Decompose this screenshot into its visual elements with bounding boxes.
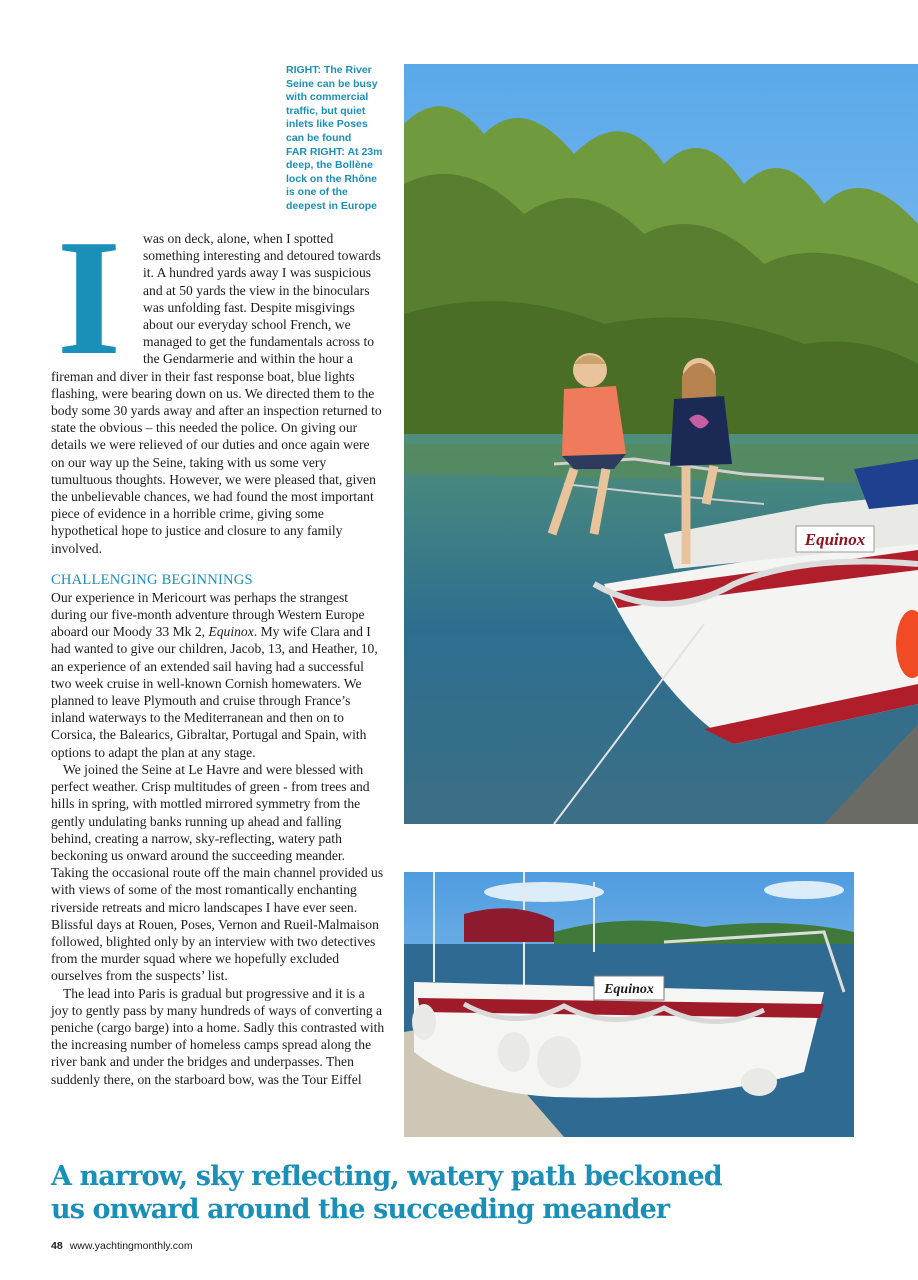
- pull-quote-line: A narrow, sky reflecting, watery path beckoned: [51, 1161, 722, 1192]
- boat-name-label: Equinox: [804, 530, 866, 549]
- paragraph-text: . My wife Clara and I had wanted to give our children, Jacob, 13, and Heather, 10, an experience of an extended sail having had a successful two week cruise in well-known Cornish homewaters. We planned to leave Plymouth and cruise through France’s inland waterways to the Mediterranean and then on to Corsica, the Balearics, Gibraltar, Portugal and Spain, with options to adapt the plan at any stage.: [51, 624, 378, 760]
- caption-line: lock on the Rhône: [286, 172, 378, 185]
- page-number: 48: [51, 1240, 63, 1252]
- paragraph-text: Our experience in Mericourt was perhaps the strangest during our five-month adventure through Western Europe aboard our Moody 33 Mk 2,: [51, 589, 365, 640]
- caption-line: inlets like Poses: [286, 118, 368, 131]
- caption-line: deepest in Europe: [286, 199, 378, 212]
- caption-line: deep, the Bollène: [286, 159, 373, 172]
- caption-line: RIGHT: The River: [286, 64, 372, 76]
- boat-name: Equinox: [208, 624, 254, 640]
- website-url: www.yachtingmonthly.com: [69, 1240, 193, 1252]
- photo-children-on-yacht: [404, 64, 918, 824]
- page-footer: [51, 1240, 193, 1252]
- article-paragraph: [51, 589, 385, 761]
- photo-yacht-at-pontoon: [404, 872, 854, 1137]
- photo-caption: [286, 64, 398, 214]
- caption-line: traffic, but quiet: [286, 104, 366, 117]
- caption-line: can be found: [286, 131, 352, 144]
- caption-line: FAR RIGHT: At 23m: [286, 145, 383, 158]
- caption-line: with commercial: [286, 91, 369, 104]
- article-paragraph: The lead into Paris is gradual but progressive and it is a joy to gently pass by many hundreds of ways of converting a peniche (cargo barge) into a home. Sadly this contrasted with the increasing number of homeless camps spread along the river bank and under the bridges and underpasses. Then suddenly there, on the starboard bow, was the Tour Eiffel: [51, 985, 385, 1087]
- section-subheading: CHALLENGING BEGINNINGS: [51, 571, 253, 588]
- photo-illustration: [404, 64, 918, 824]
- article-paragraph: was on deck, alone, when I spotted something interesting and detoured towards it. A hundred yards away I was suspicious and at 50 yards the view in the binoculars was unfolding fast. Despite misgivings about our everyday school French, we managed to get the fundamentals across to the Gendarmerie and within the hour a fireman and diver in their fast response boat, blue lights flashing, were bearing down on us. We directed them to the body some 30 yards away and after an inspection returned to state the obvious – this needed the police. On giving our details we were relieved of our duties and once again were on our way up the Seine, taking with us some very tumultuous thoughts. However, we were pleased that, given the unbelievable chances, we had found the most important piece of evidence in a horrible crime, giving some hypothetical hope to justice and closure to any family involved.: [51, 231, 382, 556]
- drop-cap: I: [56, 205, 122, 389]
- boat-name-label: Equinox: [604, 982, 654, 997]
- pull-quote-line: us onward around the succeeding meander: [51, 1194, 670, 1225]
- pull-quote: [51, 1160, 811, 1226]
- photo-illustration: [404, 872, 854, 1137]
- caption-line: is one of the: [286, 186, 348, 199]
- caption-line: Seine can be busy: [286, 77, 378, 90]
- article-paragraph: We joined the Seine at Le Havre and were blessed with perfect weather. Crisp multitudes of green - from trees and hills in spring, with mottled mirrored symmetry from the gently undulating banks running up ahead and falling behind, creating a narrow, sky-reflecting, watery path beckoning us onward around the succeeding meander. Taking the occasional route off the main channel provided us with views of some of the most romantically enchanting riverside retreats and micro landscapes I have ever seen. Blissful days at Rouen, Poses, Vernon and Rueil-Malmaison followed, blighted only by an interview with two detectives from the murder squad where we hopefully excluded ourselves from the suspects’ list.: [51, 761, 384, 984]
